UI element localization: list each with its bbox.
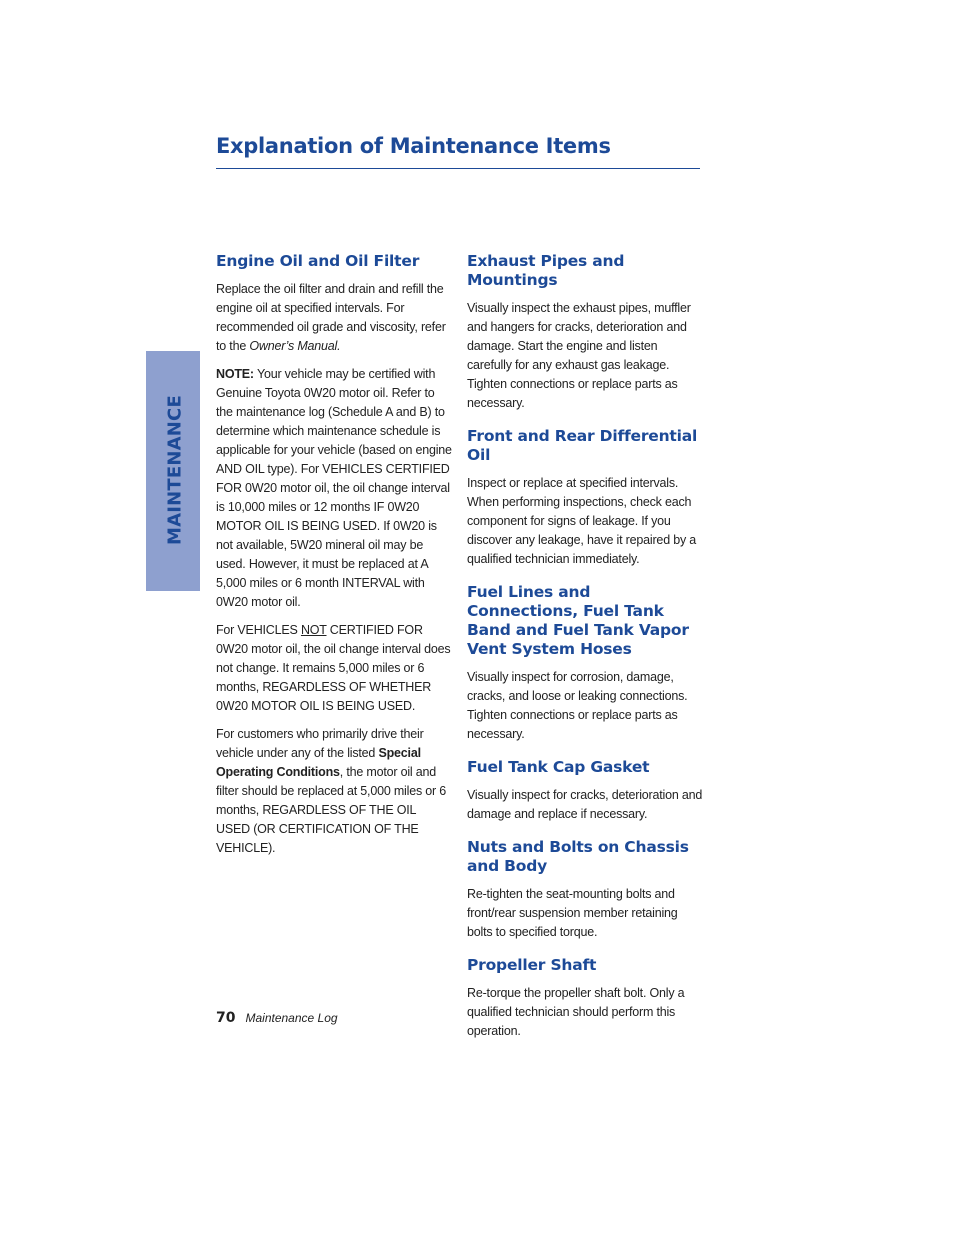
section-text: Re-tighten the seat-mounting bolts and front/rear suspension member retaining bolts to specified torque. xyxy=(467,887,678,939)
text: For customers who primarily drive their vehicle under any of the listed xyxy=(216,727,424,760)
section-propeller-shaft xyxy=(467,956,703,1041)
section-heading: Fuel Lines and Connections, Fuel Tank Band and Fuel Tank Vapor Vent System Hoses xyxy=(467,583,689,658)
section-fuel-lines xyxy=(467,583,703,744)
footer-label: Maintenance Log xyxy=(245,1011,338,1025)
text: CERTIFIED FOR 0W20 motor oil, the oil change interval does not change. It remains 5,000 miles or 6 months, REGARDLESS OF WHETHER 0W20 MOTOR OIL IS BEING USED. xyxy=(216,623,451,713)
page-number: 70 xyxy=(216,1010,236,1026)
page-footer xyxy=(216,1010,338,1026)
text: , the motor oil and filter should be replaced at 5,000 miles or 6 months, REGARDLESS OF THE OIL USED (OR CERTIFICATION OF THE VEHICLE). xyxy=(216,765,447,855)
section-text: Inspect or replace at specified intervals. When performing inspections, check each component for signs of leakage. If you discover any leakage, have it repaired by a qualified technician immediately. xyxy=(467,476,697,566)
right-column xyxy=(467,252,703,1050)
section-heading: Fuel Tank Cap Gasket xyxy=(467,758,650,776)
section-exhaust xyxy=(467,252,703,413)
special-conditions-emphasis: Special Operating Conditions xyxy=(216,746,421,779)
not-emphasis: NOT xyxy=(300,623,327,637)
section-text: Visually inspect for cracks, deterioration and damage and replace if necessary. xyxy=(467,788,703,821)
section-nuts-bolts xyxy=(467,838,703,942)
paragraph-note xyxy=(216,365,452,612)
page-title: Explanation of Maintenance Items xyxy=(216,134,611,158)
paragraph-not-certified xyxy=(216,621,452,716)
paragraph-engine-oil-intro xyxy=(216,280,452,356)
paragraph-special-conditions xyxy=(216,725,452,858)
left-column xyxy=(216,252,452,867)
owners-manual-ref: Owner’s Manual. xyxy=(249,339,341,353)
note-label: NOTE: xyxy=(216,367,254,381)
section-differential-oil xyxy=(467,427,703,569)
section-heading: Nuts and Bolts on Chassis and Body xyxy=(467,838,689,875)
text: For VEHICLES xyxy=(216,623,298,637)
section-text: Visually inspect for corrosion, damage, cracks, and loose or leaking connections. Tighten connections or replace parts as necessary. xyxy=(467,670,688,741)
section-text: Re-torque the propeller shaft bolt. Only a qualified technician should perform this operation. xyxy=(467,986,685,1038)
note-text: Your vehicle may be certified with Genuine Toyota 0W20 motor oil. Refer to the maintenance log (Schedule A and B) to determine which maintenance schedule is applicable for your vehicle (based on engine AND OIL type). For VEHICLES CERTIFIED FOR 0W20 motor oil, the oil change interval is 10,000 miles or 12 months IF 0W20 MOTOR OIL IS BEING USED. If 0W20 is not available, 5W20 mineral oil may be used. However, it must be replaced at A 5,000 miles or 6 month INTERVAL with 0W20 motor oil. xyxy=(216,367,452,609)
section-heading: Propeller Shaft xyxy=(467,956,597,974)
side-tab-label: MAINTENANCE xyxy=(164,395,186,545)
section-heading: Front and Rear Differential Oil xyxy=(467,427,698,464)
section-fuel-tank-cap xyxy=(467,758,703,824)
title-rule xyxy=(216,168,700,169)
section-text: Visually inspect the exhaust pipes, muffler and hangers for cracks, deterioration and damage. Start the engine and listen carefully for any exhaust gas leakage. Tighten connections or replace parts as necessary. xyxy=(467,301,691,410)
text: Replace the oil filter and drain and refill the engine oil at specified intervals. For recommended oil grade and viscosity, refer to the xyxy=(216,282,446,353)
section-heading: Exhaust Pipes and Mountings xyxy=(467,252,625,289)
section-heading-engine-oil: Engine Oil and Oil Filter xyxy=(216,252,420,270)
